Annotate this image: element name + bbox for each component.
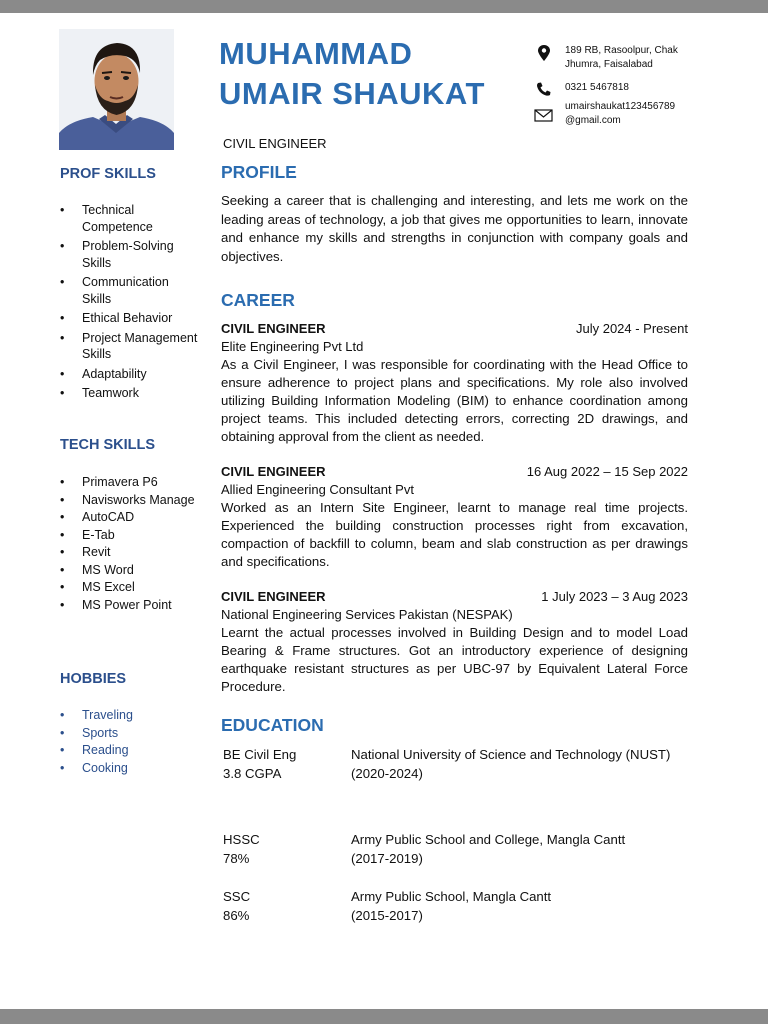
job-entry [221,463,688,571]
edu-institution: Army Public School, Mangla Cantt [351,889,552,904]
profile-photo [59,29,174,150]
phone-text[interactable]: 0321 5467818 [565,82,629,93]
hobbies-list [60,707,200,777]
list-item: • MS Excel [60,579,200,596]
prof-skills-list [60,202,200,405]
job-description: Worked as an Intern Site Engineer, learnt to manage real time projects. Experienced the building construction processes right from excavation, compaction of backfill to column, beam and slab construction as per drawings and specifications. [221,500,688,569]
address-row [533,44,695,72]
edu-grade: 3.8 CGPA [223,766,282,781]
job-entry [221,320,688,446]
list-item: • Sports [60,725,200,742]
email-text[interactable]: umairshaukat123456789 @gmail.com [565,101,676,126]
edu-years: (2020-2024) [351,766,423,781]
job-title: CIVIL ENGINEER [221,321,326,336]
bottom-border-bar [0,1009,768,1024]
profile-text: Seeking a career that is challenging and interesting, and lets me work on the leading areas of technology, a job that gives me opportunities to learn, innovate and enhance my skills and strengths in conjunction with company goals and objectives. [221,193,688,264]
list-item: • Project Management Skills [60,330,200,363]
education-entry [223,745,693,805]
edu-grade: 86% [223,908,250,923]
job-description: As a Civil Engineer, I was responsible for coordinating with the Head Office to ensure adherence to project plans and specifications. My role also involved utilizing Building Information Modeling (BIM) to enhance coordination among project teams. This included detecting errors, correcting 2D drawings, and obtaining approval from the client as needed. [221,357,688,444]
education-entry [223,830,693,870]
job-company: Elite Engineering Pvt Ltd [221,339,364,354]
edu-grade: 78% [223,851,250,866]
job-title: CIVIL ENGINEER [221,589,326,604]
list-item: • Adaptability [60,366,200,383]
job-company: Allied Engineering Consultant Pvt [221,482,414,497]
list-item: • Problem-Solving Skills [60,238,200,271]
list-item: • Cooking [60,760,200,777]
edu-institution: Army Public School and College, Mangla Cantt [351,832,626,847]
name-line-2: UMAIR SHAUKAT [219,76,485,111]
tech-skills-heading: TECH SKILLS [60,437,156,453]
tech-skills-list [60,474,200,614]
envelope-icon [533,100,555,116]
edu-years: (2017-2019) [351,851,423,866]
list-item: • Reading [60,742,200,759]
list-item: • MS Word [60,562,200,579]
candidate-name [219,34,485,114]
job-dates: July 2024 - Present [575,321,688,336]
list-item: • AutoCAD [60,509,200,526]
education-heading: EDUCATION [221,715,324,735]
top-border-bar [0,0,768,13]
career-heading: CAREER [221,290,295,310]
list-item: • Primavera P6 [60,474,200,491]
list-item: • Traveling [60,707,200,724]
prof-skills-heading: PROF SKILLS [60,166,156,182]
edu-degree: HSSC [223,832,260,847]
job-description: Learnt the actual processes involved in Building Design and to model Load Bearing & Frame structures. Got an introductory experience of designing earthquake resistant structures as per UBC-97 by Equivalent Lateral Force Procedure. [221,625,688,694]
list-item: • Teamwork [60,385,200,402]
edu-degree: SSC [223,889,251,904]
education-entry [223,887,693,927]
list-item: • E-Tab [60,527,200,544]
hobbies-heading: HOBBIES [60,671,127,687]
list-item: • Ethical Behavior [60,310,200,327]
list-item: • Technical Competence [60,202,200,235]
list-item: • Navisworks Manage [60,492,200,509]
edu-years: (2015-2017) [351,908,423,923]
job-role: CIVIL ENGINEER [223,136,327,151]
job-entry [221,588,688,696]
location-pin-icon [533,44,555,60]
job-dates: 16 Aug 2022 – 15 Sep 2022 [526,464,688,479]
email-row [533,100,695,128]
job-dates: 1 July 2023 – 3 Aug 2023 [541,589,688,604]
list-item: • MS Power Point [60,597,200,614]
job-company: National Engineering Services Pakistan (NESPAK) [221,607,513,622]
list-item: • Revit [60,544,200,561]
job-title: CIVIL ENGINEER [221,464,326,479]
edu-institution: National University of Science and Technology (NUST) [351,747,671,762]
profile-heading: PROFILE [221,162,297,182]
list-item: • Communication Skills [60,274,200,307]
name-line-1: MUHAMMAD [219,36,413,71]
phone-row [533,81,695,97]
edu-degree: BE Civil Eng [223,747,297,762]
address-text: 189 RB, Rasoolpur, Chak Jhumra, Faisalabad [565,45,678,70]
phone-icon [533,81,555,97]
